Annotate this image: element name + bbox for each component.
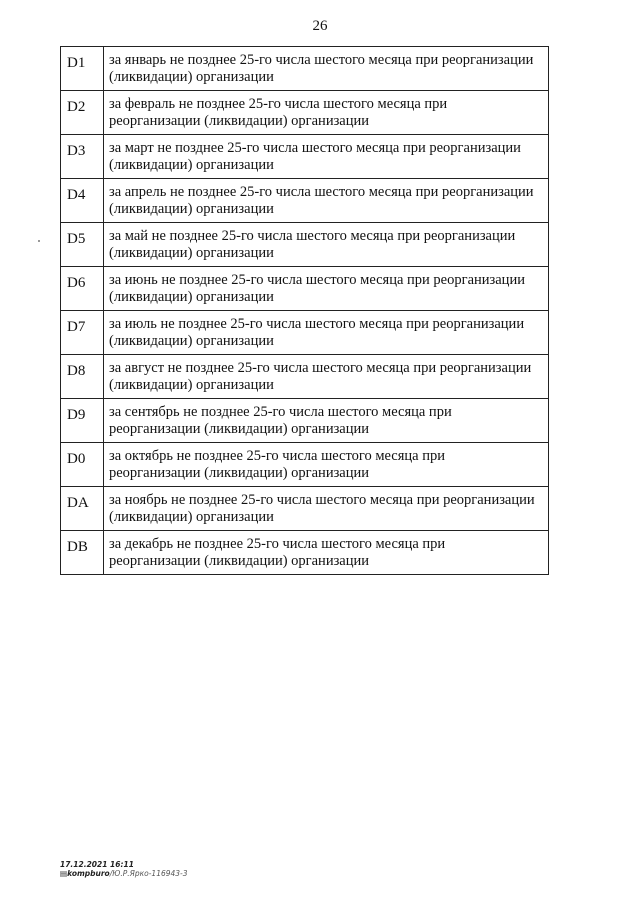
period-code: DA <box>61 487 104 531</box>
stamp-date: 17.12.2021 16:11 <box>60 860 134 869</box>
period-description: за июль не позднее 25-го числа шестого месяца при реорганизации (ликвидации) организации <box>104 311 549 355</box>
period-code: D7 <box>61 311 104 355</box>
period-description: за февраль не позднее 25-го числа шестого месяца при реорганизации (ликвидации) организации <box>104 91 549 135</box>
table-row <box>61 399 549 443</box>
period-description: за июнь не позднее 25-го числа шестого месяца при реорганизации (ликвидации) организации <box>104 267 549 311</box>
period-code: D5 <box>61 223 104 267</box>
period-code: D0 <box>61 443 104 487</box>
page-number: 26 <box>312 18 328 34</box>
table-row <box>61 531 549 575</box>
user-icon: ▤ <box>60 869 68 878</box>
period-description: за январь не позднее 25-го числа шестого месяца при реорганизации (ликвидации) организации <box>104 47 549 91</box>
period-codes-table <box>60 46 549 575</box>
period-description: за октябрь не позднее 25-го числа шестого месяца при реорганизации (ликвидации) организации <box>104 443 549 487</box>
table-row <box>61 443 549 487</box>
period-code: D6 <box>61 267 104 311</box>
period-description: за ноябрь не позднее 25-го числа шестого месяца при реорганизации (ликвидации) организации <box>104 487 549 531</box>
table-row <box>61 135 549 179</box>
table-row <box>61 355 549 399</box>
period-description: за апрель не позднее 25-го числа шестого месяца при реорганизации (ликвидации) организации <box>104 179 549 223</box>
table-row <box>61 91 549 135</box>
period-code: D3 <box>61 135 104 179</box>
period-description: за март не позднее 25-го числа шестого месяца при реорганизации (ликвидации) организации <box>104 135 549 179</box>
period-code: D1 <box>61 47 104 91</box>
table-row <box>61 267 549 311</box>
period-codes-table-body <box>61 47 549 575</box>
scan-artifact-dot <box>38 240 40 242</box>
table-row <box>61 179 549 223</box>
period-description: за май не позднее 25-го числа шестого месяца при реорганизации (ликвидации) организации <box>104 223 549 267</box>
period-code: D8 <box>61 355 104 399</box>
period-description: за сентябрь не позднее 25-го числа шестого месяца при реорганизации (ликвидации) организации <box>104 399 549 443</box>
period-code: D4 <box>61 179 104 223</box>
period-description: за декабрь не позднее 25-го числа шестого месяца при реорганизации (ликвидации) организации <box>104 531 549 575</box>
period-code: D9 <box>61 399 104 443</box>
stamp-ref: /Ю.Р.Ярко-116943-3 <box>109 869 188 878</box>
table-row <box>61 487 549 531</box>
period-code: DB <box>61 531 104 575</box>
table-row <box>61 223 549 267</box>
footer-stamp <box>60 860 188 878</box>
stamp-line <box>60 869 188 878</box>
period-description: за август не позднее 25-го числа шестого месяца при реорганизации (ликвидации) организации <box>104 355 549 399</box>
stamp-user: kompburo <box>67 869 110 878</box>
table-row <box>61 47 549 91</box>
table-row <box>61 311 549 355</box>
period-code: D2 <box>61 91 104 135</box>
